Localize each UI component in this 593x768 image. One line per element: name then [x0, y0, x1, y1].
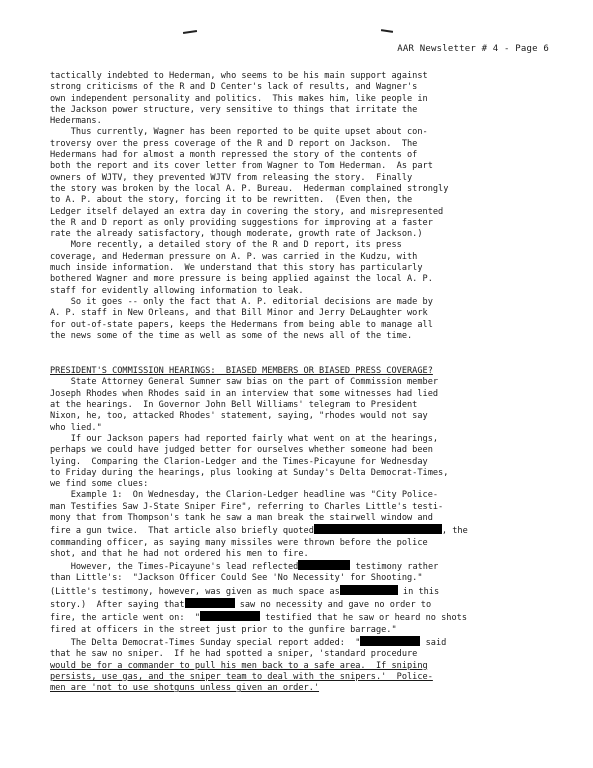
- text-line: [50, 560, 570, 573]
- text-line: for out-of-state papers, keeps the Hedermans from being able to manage all: [50, 319, 433, 330]
- text-line: Hedermans.: [50, 116, 102, 127]
- redaction-bar: [314, 524, 442, 534]
- text-line: staff for evidently allowing information to leak.: [50, 285, 304, 296]
- text-line: [50, 611, 570, 624]
- document-body: [50, 71, 570, 694]
- text-segment: fire, the article went on: ": [50, 613, 201, 624]
- text-line: we find some clues:: [50, 479, 149, 490]
- text-segment: However, the Times-Picayune's lead reflected: [50, 562, 299, 573]
- text-line: tactically indebted to Hederman, who seems to be his main support against: [50, 71, 428, 81]
- text-line: More recently, a detailed story of the R and D report, its press: [50, 240, 402, 251]
- section-gap: [50, 342, 570, 366]
- text-segment: (Little's testimony, however, was given as much space as: [50, 586, 340, 597]
- text-line: at the hearings. In Governor John Bell Williams' telegram to President: [50, 400, 418, 411]
- text-line: [50, 598, 570, 611]
- text-line: Ledger itself delayed an extra day in covering the story, and misrepresented: [50, 206, 444, 217]
- text-segment: testified that he saw or heard no shots: [260, 613, 468, 624]
- text-line: State Attorney General Sumner saw bias on the part of Commission member: [50, 377, 439, 388]
- text-line: Joseph Rhodes when Rhodes said in an interview that some witnesses had lied: [50, 388, 439, 399]
- section-heading: PRESIDENT'S COMMISSION HEARINGS: BIASED MEMBERS OR BIASED PRESS COVERAGE?: [50, 366, 433, 377]
- text-line: than Little's: "Jackson Officer Could See 'No Necessity' for Shooting.": [50, 573, 423, 584]
- punch-mark-right: [381, 29, 393, 33]
- text-line: Example 1: On Wednesday, the Clarion-Ledger headline was "City Police-: [50, 490, 439, 501]
- text-line: the R and D report as only providing suggestions for improving at a faster: [50, 217, 433, 228]
- paragraph-hederman-wagner: [50, 71, 570, 127]
- text-segment: said: [420, 637, 447, 648]
- paragraph-press-coverage: [50, 127, 570, 342]
- text-line: men are 'not to use shotguns unless given an order.': [50, 683, 320, 694]
- text-line: Nixon, he, too, attacked Rhodes' statement, saying, "rhodes would not say: [50, 411, 428, 422]
- text-line: owners of WJTV, they prevented WJTV from releasing the story. Finally: [50, 172, 413, 183]
- text-segment: story.) After saying that: [50, 600, 185, 611]
- text-line: the Jackson power structure, very sensitive to things that irritate the: [50, 104, 418, 115]
- text-segment: in this: [397, 586, 440, 597]
- redaction-bar: [200, 611, 260, 621]
- text-line: If our Jackson papers had reported fairly what went on at the hearings,: [50, 433, 439, 444]
- text-line: So it goes -- only the fact that A. P. editorial decisions are made by: [50, 296, 433, 307]
- text-line: troversy over the press coverage of the R and D report on Jackson. The: [50, 138, 418, 149]
- text-line: [50, 585, 570, 598]
- text-line: shot, and that he had not ordered his men to fire.: [50, 548, 309, 559]
- text-line: who lied.": [50, 422, 102, 433]
- redaction-bar: [185, 598, 235, 608]
- text-line: lying. Comparing the Clarion-Ledger and the Times-Picayune for Wednesday: [50, 456, 428, 467]
- text-line: perhaps we could have judged better for ourselves whether someone had been: [50, 445, 433, 456]
- text-line: bothered Wagner and more pressure is being applied against the local A. P.: [50, 274, 433, 285]
- text-line: would be for a commander to pull his men back to a safe area. If sniping: [50, 660, 428, 671]
- text-line: to A. P. about the story, forcing it to be rewritten. (Even then, the: [50, 195, 413, 206]
- text-line: to Friday during the hearings, plus looking at Sunday's Delta Democrat-Times,: [50, 467, 449, 478]
- text-line: the news some of the time as well as some of the news all of the time.: [50, 330, 413, 341]
- text-line: Thus currently, Wagner has been reported to be quite upset about con-: [50, 127, 428, 138]
- text-line: that he saw no sniper. If he had spotted a sniper, 'standard procedure: [50, 649, 418, 660]
- text-line: coverage, and Hederman pressure on A. P. was carried in the Kudzu, with: [50, 251, 418, 262]
- text-line: mony that from Thompson's tank he saw a man break the stairwell window and: [50, 512, 433, 523]
- text-line: strong criticisms of the R and D Center's lack of results, and Wagner's: [50, 82, 418, 93]
- text-line: man Testifies Saw J-State Sniper Fire", referring to Charles Little's testi-: [50, 501, 444, 512]
- text-line: the story was broken by the local A. P. Bureau. Hederman complained strongly: [50, 183, 449, 194]
- redaction-bar: [340, 585, 398, 595]
- text-line: A. P. staff in New Orleans, and that Bill Minor and Jerry DeLaughter work: [50, 308, 428, 319]
- text-line: [50, 524, 570, 537]
- redaction-bar: [360, 636, 420, 646]
- text-line: Hedermans had for almost a month repressed the story of the contents of: [50, 150, 418, 161]
- text-line: fired at officers in the street just prior to the gunfire barrage.": [50, 624, 397, 635]
- text-line: both the report and its cover letter from Wagner to Tom Hederman. As part: [50, 161, 433, 172]
- punch-mark-left: [183, 30, 197, 34]
- text-line: rate the already satisfactory, though moderate, growth rate of Jackson.): [50, 229, 423, 240]
- text-line: commanding officer, as saying many missiles were thrown before the police: [50, 537, 428, 548]
- text-line: own independent personality and politics. This makes him, like people in: [50, 93, 428, 104]
- page-header: AAR Newsletter # 4 - Page 6: [397, 44, 549, 54]
- text-segment: saw no necessity and gave no order to: [234, 600, 432, 611]
- text-segment: The Delta Democrat-Times Sunday special report added: ": [50, 637, 361, 648]
- text-segment: testimony rather: [350, 562, 439, 573]
- text-line: much inside information. We understand that this story has particularly: [50, 263, 423, 274]
- paragraph-commission-hearings: [50, 377, 570, 694]
- text-segment: , the: [441, 526, 468, 537]
- text-line: [50, 636, 570, 649]
- text-segment: fire a gun twice. That article also briefly quoted: [50, 526, 314, 537]
- text-line: persists, use gas, and the sniper team to deal with the snipers.' Police-: [50, 671, 433, 682]
- redaction-bar: [298, 560, 350, 570]
